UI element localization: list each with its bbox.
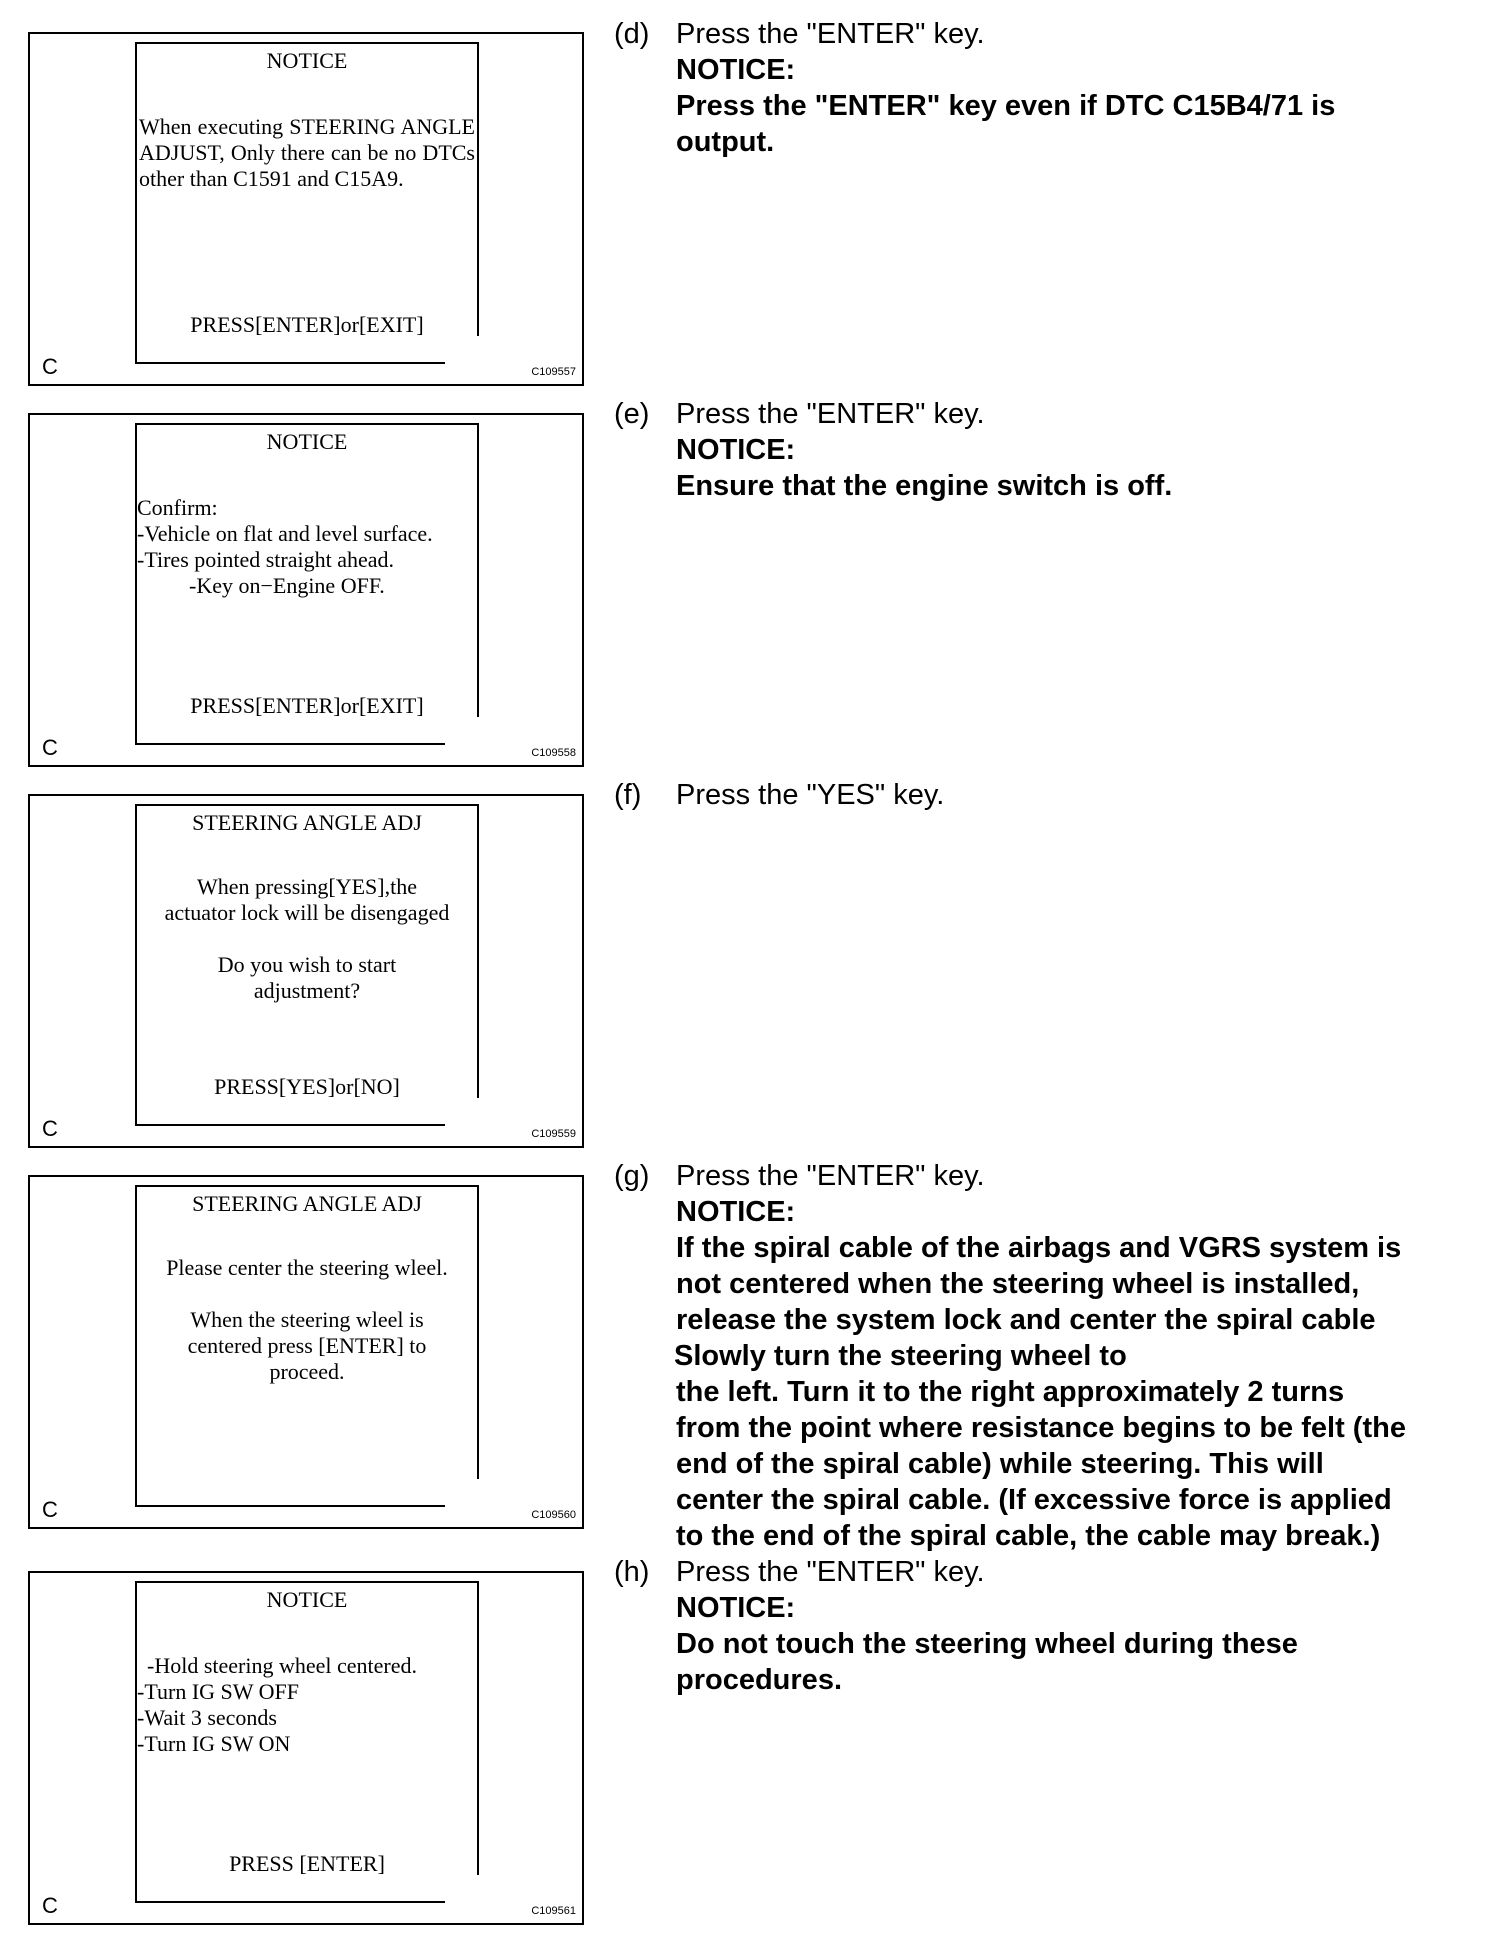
figure-code: C109557: [531, 366, 576, 378]
notice-line: end of the spiral cable) while steering. This will: [676, 1448, 1324, 1480]
screen-line: -Tires pointed straight ahead.: [137, 547, 395, 572]
screen-prompt: PRESS [ENTER]: [229, 1851, 385, 1876]
screen-line: -Hold steering wheel centered.: [147, 1653, 417, 1678]
tester-screen: [135, 1185, 479, 1507]
notice-heading: NOTICE:: [676, 1592, 796, 1624]
screen-title: STEERING ANGLE ADJ: [192, 810, 422, 835]
screen-prompt: PRESS[ENTER]or[EXIT]: [190, 693, 424, 718]
step-instruction: Press the "ENTER" key.: [676, 398, 985, 430]
notice-line: release the system lock and center the spiral cable: [676, 1304, 1376, 1336]
figure-code: C109561: [531, 1905, 576, 1917]
step-g: [614, 1158, 1494, 1554]
notice-line: not centered when the steering wheel is installed,: [676, 1268, 1360, 1300]
step-h: [614, 1554, 1494, 1698]
screen-line: -Wait 3 seconds: [137, 1705, 277, 1730]
screen-line: actuator lock will be disengaged: [164, 900, 450, 925]
screen-title: NOTICE: [266, 1587, 348, 1612]
step-e: [614, 396, 1494, 504]
notice-line: output.: [676, 126, 775, 158]
figure-c109559: [28, 794, 584, 1148]
screen-line: Confirm:: [137, 495, 218, 520]
notice-heading: NOTICE:: [676, 54, 796, 86]
screen-line: adjustment?: [253, 978, 361, 1003]
step-label: (e): [614, 398, 650, 430]
screen-line: When the steering wleel is: [190, 1307, 424, 1332]
notice-line: center the spiral cable. (If excessive force is applied: [676, 1484, 1392, 1516]
screen-line: centered press [ENTER] to: [187, 1333, 427, 1358]
step-instruction: Press the "ENTER" key.: [676, 1160, 985, 1192]
step-f: [614, 777, 1494, 813]
step-instruction: Press the "ENTER" key.: [676, 18, 985, 50]
figure-c109558: [28, 413, 584, 767]
screen-prompt: PRESS[YES]or[NO]: [214, 1074, 400, 1099]
notice-line: Press the "ENTER" key even if DTC C15B4/71 is: [676, 90, 1336, 122]
step-label: (g): [614, 1160, 650, 1192]
screen-line: Do you wish to start: [217, 952, 397, 977]
figure-corner-label: C: [42, 1893, 58, 1918]
notice-line: Do not touch the steering wheel during these: [676, 1628, 1298, 1660]
step-label: (f): [614, 779, 642, 811]
screen-message: [137, 1653, 479, 1757]
screen-prompt: PRESS[ENTER]or[EXIT]: [190, 312, 424, 337]
screen-message: [135, 874, 479, 1004]
step-label: (h): [614, 1556, 650, 1588]
screen-title: NOTICE: [266, 429, 348, 454]
notice-line: from the point where resistance begins to be felt (the: [676, 1412, 1406, 1444]
step-label: (d): [614, 18, 650, 50]
figure-corner-label: C: [42, 354, 58, 379]
figure-c109560: [28, 1175, 584, 1529]
notice-line: Slowly turn the steering wheel to: [674, 1340, 1127, 1372]
figure-code: C109558: [531, 747, 576, 759]
notice-heading: NOTICE:: [676, 1196, 796, 1228]
screen-title: STEERING ANGLE ADJ: [192, 1191, 422, 1216]
notice-line: If the spiral cable of the airbags and VGRS system is: [676, 1232, 1402, 1264]
figure-corner-label: C: [42, 1497, 58, 1522]
tester-screen: [135, 804, 479, 1126]
notice-heading: NOTICE:: [676, 434, 796, 466]
figure-c109561: [28, 1571, 584, 1925]
screen-line: When pressing[YES],the: [197, 874, 417, 899]
screen-line: -Key on−Engine OFF.: [189, 573, 385, 598]
notice-line: Ensure that the engine switch is off.: [676, 470, 1173, 502]
figure-c109557: [28, 32, 584, 386]
step-d: [614, 16, 1494, 160]
screen-message: When executing STEERING ANGLE ADJUST, Only there can be no DTCs other than C1591 and C15A9.: [139, 114, 475, 191]
step-instruction: Press the "YES" key.: [676, 779, 945, 811]
tester-screen: [135, 1581, 479, 1903]
screen-title: NOTICE: [266, 48, 348, 73]
figure-corner-label: C: [42, 735, 58, 760]
tester-screen: [135, 423, 479, 745]
notice-line: to the end of the spiral cable, the cable may break.): [676, 1520, 1381, 1552]
screen-line: -Turn IG SW ON: [137, 1731, 291, 1756]
screen-message: [137, 495, 479, 599]
screen-line: proceed.: [269, 1359, 345, 1384]
tester-screen: [135, 42, 479, 364]
screen-message: [135, 1255, 479, 1385]
screen-line: -Turn IG SW OFF: [137, 1679, 299, 1704]
notice-line: procedures.: [676, 1664, 842, 1696]
step-instruction: Press the "ENTER" key.: [676, 1556, 985, 1588]
screen-line: Please center the steering wleel.: [166, 1255, 448, 1280]
screen-line: -Vehicle on flat and level surface.: [137, 521, 433, 546]
notice-line: the left. Turn it to the right approximately 2 turns: [676, 1376, 1345, 1408]
figure-corner-label: C: [42, 1116, 58, 1141]
figure-code: C109559: [531, 1128, 576, 1140]
figure-code: C109560: [531, 1509, 576, 1521]
